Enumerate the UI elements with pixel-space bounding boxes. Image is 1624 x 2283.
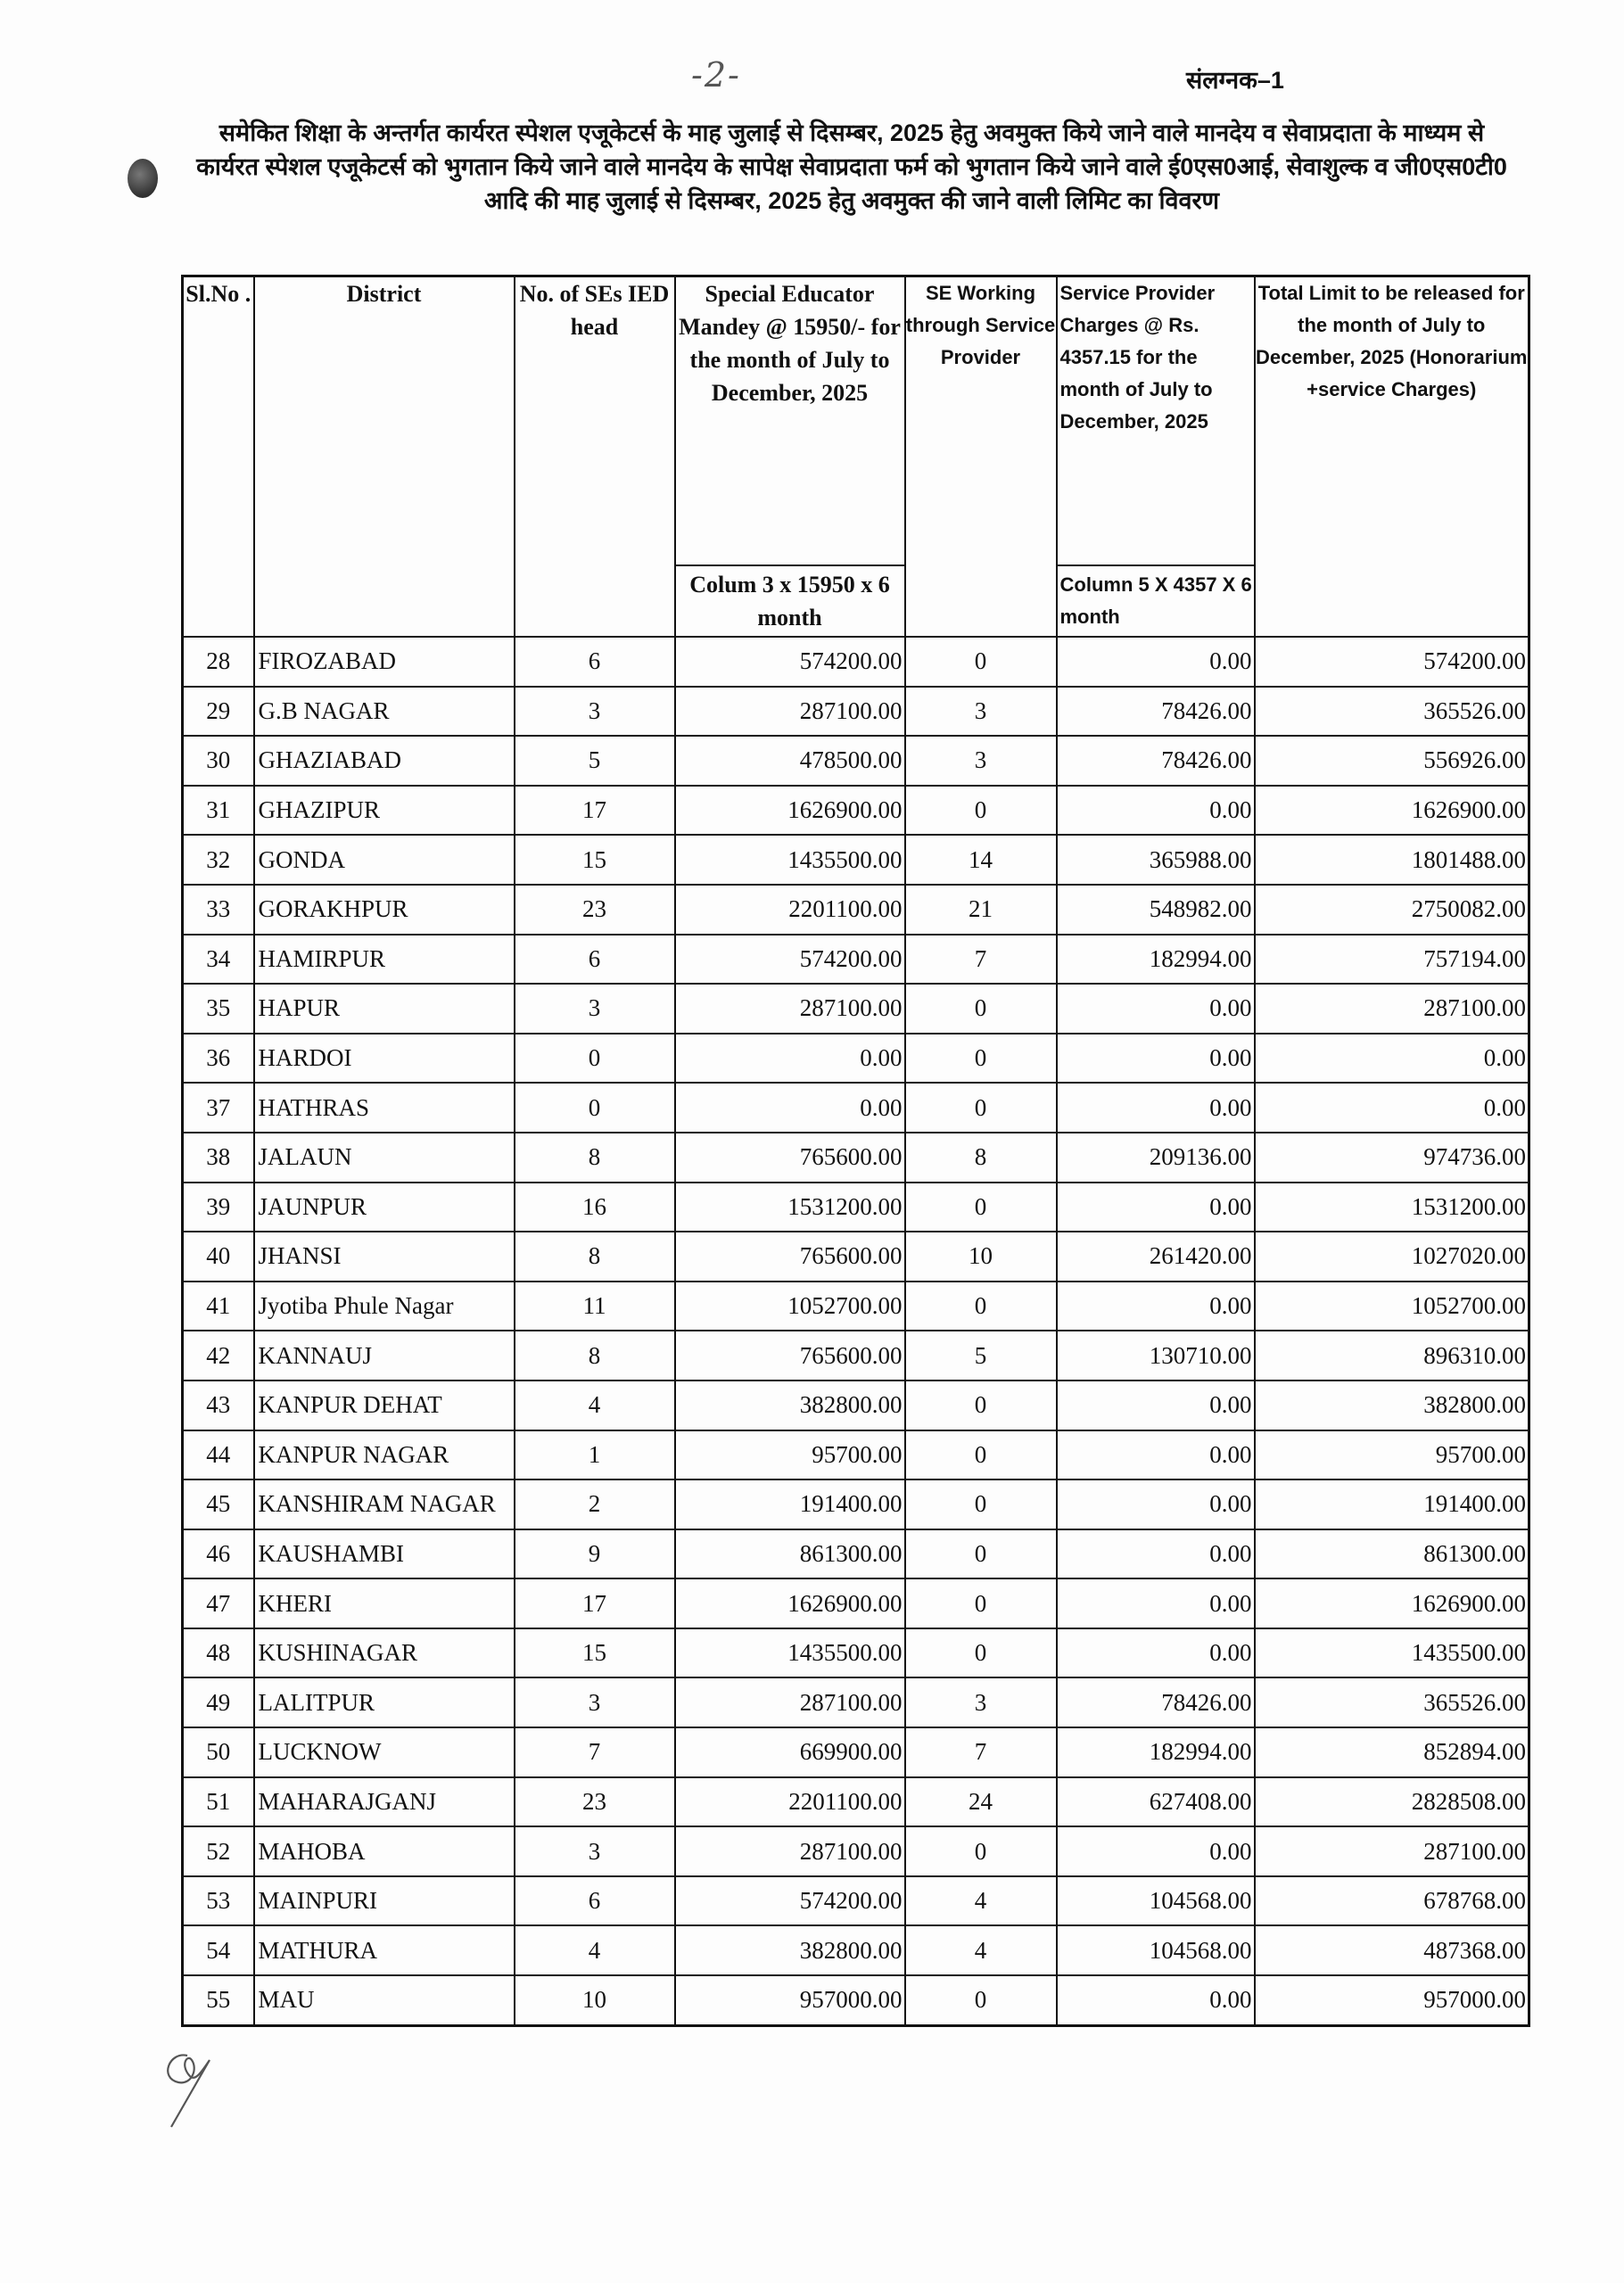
- sl-no-cell: 37: [183, 1083, 254, 1133]
- total-limit-cell: 487368.00: [1255, 1925, 1529, 1975]
- total-limit-cell: 0.00: [1255, 1034, 1529, 1084]
- sp-count-cell: 4: [905, 1876, 1057, 1926]
- sp-count-cell: 14: [905, 835, 1057, 885]
- mandey-amount-cell: 382800.00: [675, 1925, 905, 1975]
- no-of-ses-cell: 6: [515, 1876, 675, 1926]
- formula-se-mandey: Colum 3 x 15950 x 6 month: [675, 565, 905, 637]
- sp-count-cell: 8: [905, 1133, 1057, 1183]
- mandey-amount-cell: 574200.00: [675, 1876, 905, 1926]
- no-of-ses-cell: 17: [515, 786, 675, 836]
- sp-count-cell: 3: [905, 687, 1057, 737]
- table-row: [183, 637, 1529, 687]
- sp-count-cell: 0: [905, 1628, 1057, 1678]
- total-limit-cell: 1626900.00: [1255, 786, 1529, 836]
- table-row: [183, 1232, 1529, 1282]
- mandey-amount-cell: 478500.00: [675, 736, 905, 786]
- sl-no-cell: 29: [183, 687, 254, 737]
- sp-count-cell: 7: [905, 935, 1057, 985]
- no-of-ses-cell: 8: [515, 1232, 675, 1282]
- district-cell: KANSHIRAM NAGAR: [254, 1479, 515, 1529]
- sp-charges-cell: 78426.00: [1057, 1677, 1255, 1727]
- total-limit-cell: 95700.00: [1255, 1430, 1529, 1480]
- total-limit-cell: 287100.00: [1255, 984, 1529, 1034]
- sl-no-cell: 46: [183, 1529, 254, 1579]
- sl-no-cell: 49: [183, 1677, 254, 1727]
- sp-charges-cell: 78426.00: [1057, 736, 1255, 786]
- table-row: [183, 1628, 1529, 1678]
- mandey-amount-cell: 2201100.00: [675, 885, 905, 935]
- annexure-label: संलग्नक–1: [1186, 67, 1284, 94]
- table-row: [183, 1777, 1529, 1827]
- district-cell: MATHURA: [254, 1925, 515, 1975]
- sp-count-cell: 0: [905, 984, 1057, 1034]
- sp-charges-cell: 0.00: [1057, 1628, 1255, 1678]
- district-cell: G.B NAGAR: [254, 687, 515, 737]
- sl-no-cell: 33: [183, 885, 254, 935]
- no-of-ses-cell: 8: [515, 1331, 675, 1381]
- mandey-amount-cell: 191400.00: [675, 1479, 905, 1529]
- district-cell: MAINPURI: [254, 1876, 515, 1926]
- document-title: समेकित शिक्षा के अन्तर्गत कार्यरत स्पेशल एजूकेटर्स के माह जुलाई से दिसम्बर, 2025 हेतु अवमुक्त किये जाने वाले मानदेय व सेवाप्रदाता के माध्यम से कार्यरत स्पेशल एजूकेटर्स को भुगतान किये जाने वाले मानदेय के सापेक्ष सेवाप्रदाता फर्म को भुगतान किये जाने वाले ई0एस0आई, सेवाशुल्क व जी0एस0टी0 आदि की माह जुलाई से दिसम्बर, 2025 हेतु अवमुक्त की जाने वाली लिमिट का विवरण: [196, 120, 1507, 214]
- sl-no-cell: 28: [183, 637, 254, 687]
- table-row: [183, 1826, 1529, 1876]
- district-cell: GORAKHPUR: [254, 885, 515, 935]
- mandey-amount-cell: 1435500.00: [675, 835, 905, 885]
- district-cell: HATHRAS: [254, 1083, 515, 1133]
- table-row: [183, 1975, 1529, 2025]
- total-limit-cell: 861300.00: [1255, 1529, 1529, 1579]
- sp-charges-cell: 0.00: [1057, 1183, 1255, 1232]
- mandey-amount-cell: 382800.00: [675, 1381, 905, 1430]
- sp-count-cell: 5: [905, 1331, 1057, 1381]
- district-cell: LUCKNOW: [254, 1727, 515, 1777]
- sp-charges-cell: 0.00: [1057, 1381, 1255, 1430]
- no-of-ses-cell: 8: [515, 1133, 675, 1183]
- mandey-amount-cell: 287100.00: [675, 984, 905, 1034]
- no-of-ses-cell: 1: [515, 1430, 675, 1480]
- sl-no-cell: 32: [183, 835, 254, 885]
- total-limit-cell: 1801488.00: [1255, 835, 1529, 885]
- table-row: [183, 1677, 1529, 1727]
- total-limit-cell: 556926.00: [1255, 736, 1529, 786]
- header-total-limit: Total Limit to be released for the month of July to December, 2025 (Honorarium +service Charges): [1255, 276, 1529, 638]
- table-row: [183, 1282, 1529, 1331]
- district-cell: KAUSHAMBI: [254, 1529, 515, 1579]
- sp-charges-cell: 0.00: [1057, 1529, 1255, 1579]
- total-limit-cell: 0.00: [1255, 1083, 1529, 1133]
- sl-no-cell: 54: [183, 1925, 254, 1975]
- sp-charges-cell: 0.00: [1057, 1479, 1255, 1529]
- sp-count-cell: 7: [905, 1727, 1057, 1777]
- total-limit-cell: 2828508.00: [1255, 1777, 1529, 1827]
- no-of-ses-cell: 10: [515, 1975, 675, 2025]
- sp-count-cell: 0: [905, 1479, 1057, 1529]
- sp-count-cell: 3: [905, 736, 1057, 786]
- sp-count-cell: 3: [905, 1677, 1057, 1727]
- no-of-ses-cell: 17: [515, 1578, 675, 1628]
- header-sl-no: Sl.No .: [183, 276, 254, 638]
- no-of-ses-cell: 6: [515, 935, 675, 985]
- sp-charges-cell: 78426.00: [1057, 687, 1255, 737]
- sp-count-cell: 0: [905, 1282, 1057, 1331]
- district-cell: KANPUR DEHAT: [254, 1381, 515, 1430]
- table-row: [183, 1034, 1529, 1084]
- table-row: [183, 1083, 1529, 1133]
- table-row: [183, 1183, 1529, 1232]
- district-cell: KANPUR NAGAR: [254, 1430, 515, 1480]
- sp-count-cell: 0: [905, 1529, 1057, 1579]
- total-limit-cell: 1626900.00: [1255, 1578, 1529, 1628]
- sl-no-cell: 41: [183, 1282, 254, 1331]
- no-of-ses-cell: 4: [515, 1925, 675, 1975]
- sl-no-cell: 47: [183, 1578, 254, 1628]
- mandey-amount-cell: 765600.00: [675, 1133, 905, 1183]
- mandey-amount-cell: 1531200.00: [675, 1183, 905, 1232]
- table-row: [183, 1727, 1529, 1777]
- sl-no-cell: 50: [183, 1727, 254, 1777]
- sp-count-cell: 0: [905, 1083, 1057, 1133]
- sp-charges-cell: 365988.00: [1057, 835, 1255, 885]
- mandey-amount-cell: 861300.00: [675, 1529, 905, 1579]
- sp-charges-cell: 0.00: [1057, 1975, 1255, 2025]
- sl-no-cell: 34: [183, 935, 254, 985]
- sp-charges-cell: 627408.00: [1057, 1777, 1255, 1827]
- sp-charges-cell: 104568.00: [1057, 1876, 1255, 1926]
- signature-mark: [161, 2047, 232, 2131]
- sp-charges-cell: 0.00: [1057, 1430, 1255, 1480]
- table-row: [183, 1479, 1529, 1529]
- district-cell: JHANSI: [254, 1232, 515, 1282]
- sp-count-cell: 4: [905, 1925, 1057, 1975]
- sp-charges-cell: 0.00: [1057, 786, 1255, 836]
- table-row: [183, 1925, 1529, 1975]
- sl-no-cell: 39: [183, 1183, 254, 1232]
- no-of-ses-cell: 3: [515, 687, 675, 737]
- sl-no-cell: 38: [183, 1133, 254, 1183]
- total-limit-cell: 1531200.00: [1255, 1183, 1529, 1232]
- sl-no-cell: 45: [183, 1479, 254, 1529]
- sl-no-cell: 42: [183, 1331, 254, 1381]
- table-row: [183, 1331, 1529, 1381]
- sl-no-cell: 31: [183, 786, 254, 836]
- no-of-ses-cell: 0: [515, 1083, 675, 1133]
- total-limit-cell: 365526.00: [1255, 1677, 1529, 1727]
- sp-count-cell: 21: [905, 885, 1057, 935]
- sp-charges-cell: 182994.00: [1057, 935, 1255, 985]
- total-limit-cell: 974736.00: [1255, 1133, 1529, 1183]
- sp-count-cell: 0: [905, 1430, 1057, 1480]
- mandey-amount-cell: 287100.00: [675, 1826, 905, 1876]
- mandey-amount-cell: 2201100.00: [675, 1777, 905, 1827]
- no-of-ses-cell: 23: [515, 1777, 675, 1827]
- sp-charges-cell: 182994.00: [1057, 1727, 1255, 1777]
- district-cell: KHERI: [254, 1578, 515, 1628]
- sp-charges-cell: 548982.00: [1057, 885, 1255, 935]
- mandey-amount-cell: 287100.00: [675, 687, 905, 737]
- total-limit-cell: 191400.00: [1255, 1479, 1529, 1529]
- mandey-amount-cell: 0.00: [675, 1034, 905, 1084]
- mandey-amount-cell: 1435500.00: [675, 1628, 905, 1678]
- handwritten-page-number: -2-: [691, 55, 741, 95]
- sl-no-cell: 51: [183, 1777, 254, 1827]
- sp-count-cell: 0: [905, 1381, 1057, 1430]
- sp-charges-cell: 130710.00: [1057, 1331, 1255, 1381]
- district-cell: GHAZIABAD: [254, 736, 515, 786]
- header-no-of-ses: No. of SEs IED head: [515, 276, 675, 638]
- district-cell: KANNAUJ: [254, 1331, 515, 1381]
- table-header-row: [183, 276, 1529, 566]
- table-row: [183, 687, 1529, 737]
- sl-no-cell: 40: [183, 1232, 254, 1282]
- sp-charges-cell: 0.00: [1057, 1034, 1255, 1084]
- district-cell: JALAUN: [254, 1133, 515, 1183]
- district-cell: HAMIRPUR: [254, 935, 515, 985]
- no-of-ses-cell: 23: [515, 885, 675, 935]
- table-row: [183, 736, 1529, 786]
- mandey-amount-cell: 1052700.00: [675, 1282, 905, 1331]
- sp-count-cell: 0: [905, 1183, 1057, 1232]
- table-row: [183, 1133, 1529, 1183]
- sp-count-cell: 0: [905, 1578, 1057, 1628]
- sp-charges-cell: 0.00: [1057, 1578, 1255, 1628]
- mandey-amount-cell: 765600.00: [675, 1232, 905, 1282]
- no-of-ses-cell: 3: [515, 984, 675, 1034]
- sl-no-cell: 35: [183, 984, 254, 1034]
- mandey-amount-cell: 95700.00: [675, 1430, 905, 1480]
- total-limit-cell: 2750082.00: [1255, 885, 1529, 935]
- sp-count-cell: 10: [905, 1232, 1057, 1282]
- sp-count-cell: 0: [905, 786, 1057, 836]
- sl-no-cell: 48: [183, 1628, 254, 1678]
- sp-charges-cell: 261420.00: [1057, 1232, 1255, 1282]
- sl-no-cell: 53: [183, 1876, 254, 1926]
- no-of-ses-cell: 15: [515, 835, 675, 885]
- total-limit-cell: 382800.00: [1255, 1381, 1529, 1430]
- district-cell: LALITPUR: [254, 1677, 515, 1727]
- sl-no-cell: 30: [183, 736, 254, 786]
- sp-charges-cell: 0.00: [1057, 1282, 1255, 1331]
- no-of-ses-cell: 11: [515, 1282, 675, 1331]
- district-cell: GHAZIPUR: [254, 786, 515, 836]
- sp-count-cell: 0: [905, 1034, 1057, 1084]
- header-sp-charges: Service Provider Charges @ Rs. 4357.15 for the month of July to December, 2025: [1057, 276, 1255, 566]
- district-cell: MAHOBA: [254, 1826, 515, 1876]
- table-row: [183, 935, 1529, 985]
- sl-no-cell: 55: [183, 1975, 254, 2025]
- district-cell: HARDOI: [254, 1034, 515, 1084]
- no-of-ses-cell: 15: [515, 1628, 675, 1678]
- mandey-amount-cell: 1626900.00: [675, 1578, 905, 1628]
- mandey-amount-cell: 0.00: [675, 1083, 905, 1133]
- no-of-ses-cell: 3: [515, 1677, 675, 1727]
- district-cell: MAHARAJGANJ: [254, 1777, 515, 1827]
- total-limit-cell: 574200.00: [1255, 637, 1529, 687]
- mandey-amount-cell: 574200.00: [675, 935, 905, 985]
- total-limit-cell: 678768.00: [1255, 1876, 1529, 1926]
- table-row: [183, 835, 1529, 885]
- no-of-ses-cell: 9: [515, 1529, 675, 1579]
- no-of-ses-cell: 3: [515, 1826, 675, 1876]
- table-row: [183, 1430, 1529, 1480]
- sp-count-cell: 0: [905, 1826, 1057, 1876]
- district-cell: FIROZABAD: [254, 637, 515, 687]
- total-limit-cell: 757194.00: [1255, 935, 1529, 985]
- header-se-working-sp: SE Working through Service Provider: [905, 276, 1057, 638]
- table-row: [183, 786, 1529, 836]
- district-cell: HAPUR: [254, 984, 515, 1034]
- sp-charges-cell: 0.00: [1057, 637, 1255, 687]
- table-row: [183, 1876, 1529, 1926]
- sp-charges-cell: 209136.00: [1057, 1133, 1255, 1183]
- no-of-ses-cell: 6: [515, 637, 675, 687]
- sp-charges-cell: 0.00: [1057, 1826, 1255, 1876]
- sp-charges-cell: 0.00: [1057, 984, 1255, 1034]
- formula-sp-charges: Column 5 X 4357 X 6 month: [1057, 565, 1255, 637]
- table-row: [183, 984, 1529, 1034]
- total-limit-cell: 1052700.00: [1255, 1282, 1529, 1331]
- no-of-ses-cell: 5: [515, 736, 675, 786]
- sp-charges-cell: 104568.00: [1057, 1925, 1255, 1975]
- sp-charges-cell: 0.00: [1057, 1083, 1255, 1133]
- no-of-ses-cell: 4: [515, 1381, 675, 1430]
- sl-no-cell: 44: [183, 1430, 254, 1480]
- district-cell: KUSHINAGAR: [254, 1628, 515, 1678]
- total-limit-cell: 287100.00: [1255, 1826, 1529, 1876]
- sl-no-cell: 36: [183, 1034, 254, 1084]
- no-of-ses-cell: 7: [515, 1727, 675, 1777]
- mandey-amount-cell: 957000.00: [675, 1975, 905, 2025]
- table-row: [183, 1381, 1529, 1430]
- mandey-amount-cell: 574200.00: [675, 637, 905, 687]
- table-row: [183, 885, 1529, 935]
- mandey-amount-cell: 669900.00: [675, 1727, 905, 1777]
- table-row: [183, 1529, 1529, 1579]
- district-cell: GONDA: [254, 835, 515, 885]
- no-of-ses-cell: 0: [515, 1034, 675, 1084]
- header-district: District: [254, 276, 515, 638]
- mandey-amount-cell: 1626900.00: [675, 786, 905, 836]
- sp-count-cell: 0: [905, 1975, 1057, 2025]
- total-limit-cell: 957000.00: [1255, 1975, 1529, 2025]
- total-limit-cell: 1027020.00: [1255, 1232, 1529, 1282]
- total-limit-cell: 852894.00: [1255, 1727, 1529, 1777]
- hole-punch-mark: [128, 159, 158, 198]
- sl-no-cell: 43: [183, 1381, 254, 1430]
- allocation-table: [181, 275, 1530, 2027]
- total-limit-cell: 1435500.00: [1255, 1628, 1529, 1678]
- header-se-mandey: Special Educator Mandey @ 15950/- for the month of July to December, 2025: [675, 276, 905, 566]
- table-row: [183, 1578, 1529, 1628]
- total-limit-cell: 896310.00: [1255, 1331, 1529, 1381]
- sl-no-cell: 52: [183, 1826, 254, 1876]
- district-cell: JAUNPUR: [254, 1183, 515, 1232]
- sp-count-cell: 0: [905, 637, 1057, 687]
- no-of-ses-cell: 16: [515, 1183, 675, 1232]
- total-limit-cell: 365526.00: [1255, 687, 1529, 737]
- no-of-ses-cell: 2: [515, 1479, 675, 1529]
- district-cell: MAU: [254, 1975, 515, 2025]
- district-cell: Jyotiba Phule Nagar: [254, 1282, 515, 1331]
- mandey-amount-cell: 287100.00: [675, 1677, 905, 1727]
- mandey-amount-cell: 765600.00: [675, 1331, 905, 1381]
- sp-count-cell: 24: [905, 1777, 1057, 1827]
